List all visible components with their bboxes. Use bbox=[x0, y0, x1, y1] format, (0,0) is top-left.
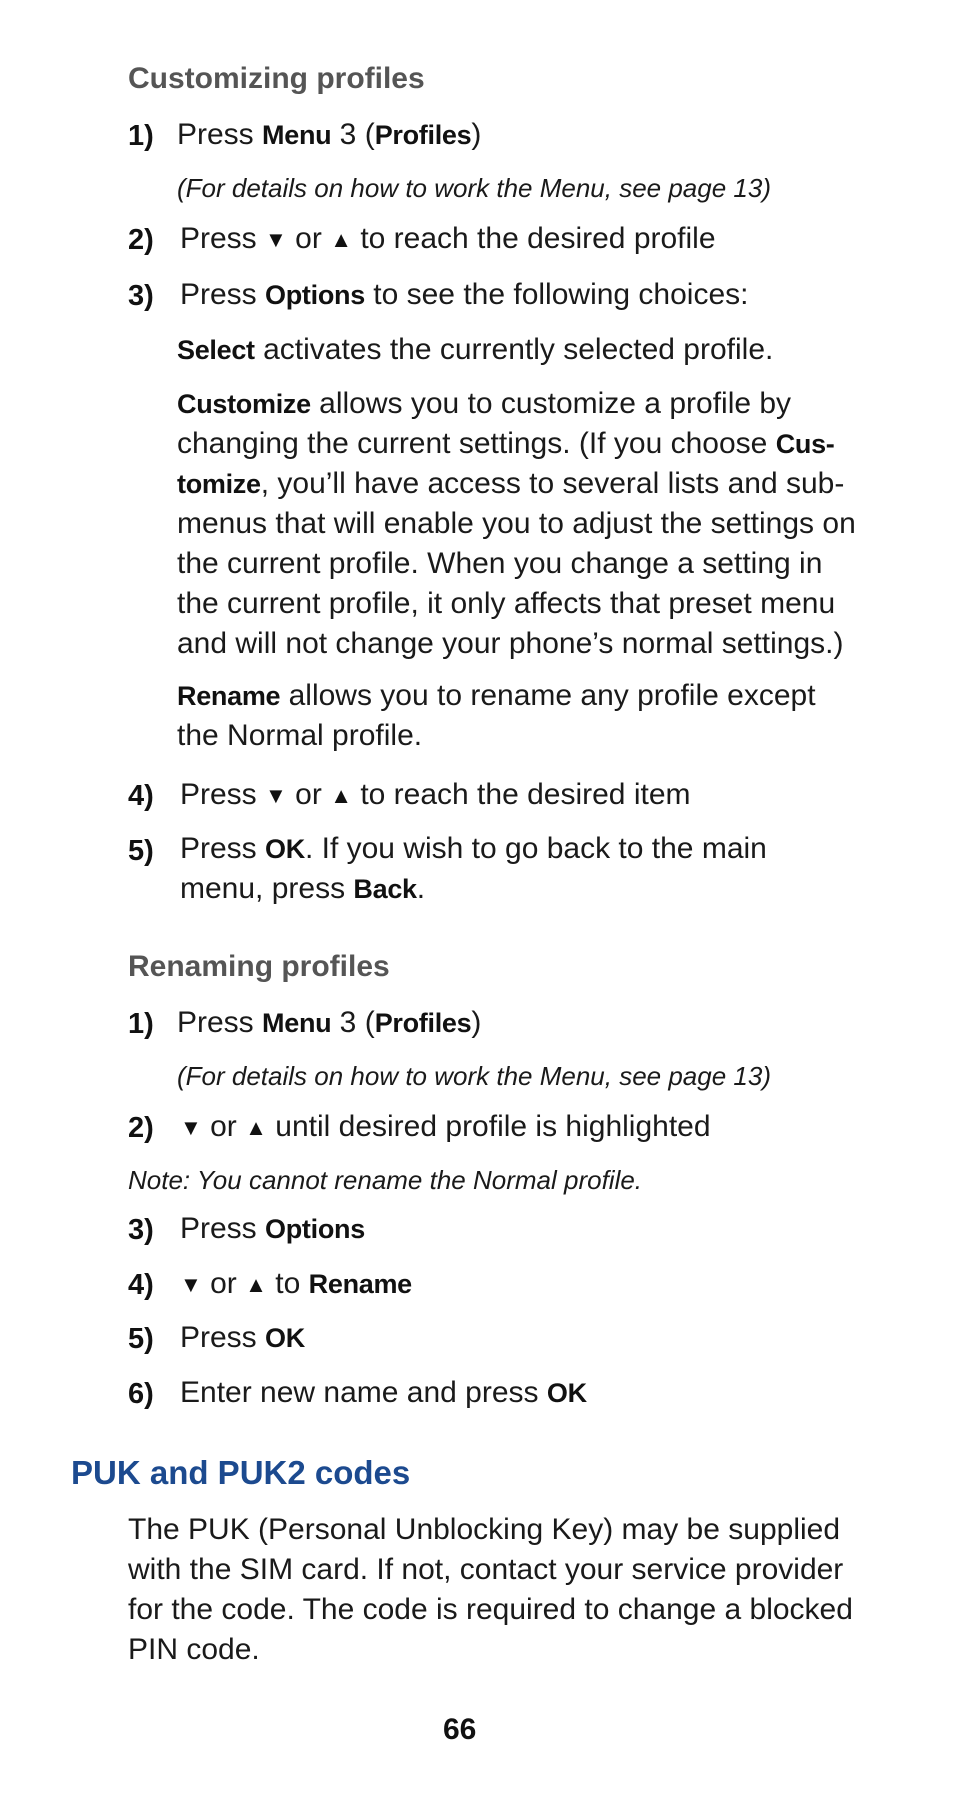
section-heading-renaming: Renaming profiles bbox=[128, 950, 390, 983]
section-heading-customizing: Customizing profiles bbox=[128, 62, 425, 95]
step-text: Enter new name and press OK bbox=[180, 1376, 587, 1409]
down-arrow-icon: ▼ bbox=[265, 783, 287, 808]
option-customize: Customize allows you to customize a profile by changing the current settings. (If you choose Cus- tomize, you’ll have access to several lists and sub- menus that will enable you to adjust the settings on the current profile. When you change a setting in the current profile, it only affects that preset menu and will not change your phone’s normal settings.) bbox=[177, 387, 856, 660]
step-number: 1) bbox=[128, 120, 154, 152]
step-text: Press Menu 3 (Profiles) bbox=[177, 1006, 482, 1039]
step-number: 4) bbox=[128, 780, 154, 812]
step-text: Press ▼ or ▲ to reach the desired item bbox=[180, 778, 691, 811]
up-arrow-icon: ▲ bbox=[245, 1115, 267, 1140]
step-text: Press ▼ or ▲ to reach the desired profile bbox=[180, 222, 716, 255]
down-arrow-icon: ▼ bbox=[180, 1272, 202, 1297]
step-text: ▼ or ▲ until desired profile is highlighted bbox=[180, 1110, 711, 1143]
option-rename: Rename allows you to rename any profile except the Normal profile. bbox=[177, 679, 816, 752]
menu-hint: (For details on how to work the Menu, see page 13) bbox=[177, 1061, 771, 1091]
menu-hint: (For details on how to work the Menu, see page 13) bbox=[177, 173, 771, 203]
up-arrow-icon: ▲ bbox=[245, 1272, 267, 1297]
up-arrow-icon: ▲ bbox=[330, 783, 352, 808]
step-text: Press Options bbox=[180, 1212, 365, 1245]
step-number: 6) bbox=[128, 1378, 154, 1410]
section-heading-puk: PUK and PUK2 codes bbox=[71, 1454, 411, 1491]
down-arrow-icon: ▼ bbox=[180, 1115, 202, 1140]
puk-paragraph: The PUK (Personal Unblocking Key) may be supplied with the SIM card. If not, contact your service provider for the code. The code is required to change a blocked PIN code. bbox=[128, 1513, 853, 1666]
step-text: Press Options to see the following choices: bbox=[180, 278, 749, 311]
step-text: Press OK bbox=[180, 1321, 305, 1354]
step-number: 2) bbox=[128, 1112, 154, 1144]
step-number: 4) bbox=[128, 1269, 154, 1301]
step-number: 1) bbox=[128, 1008, 154, 1040]
step-text: ▼ or ▲ to Rename bbox=[180, 1267, 412, 1300]
step-number: 3) bbox=[128, 280, 154, 312]
note: Note: You cannot rename the Normal profile. bbox=[128, 1165, 643, 1195]
step-text: Press OK. If you wish to go back to the main menu, press Back. bbox=[180, 832, 767, 905]
step-text: Press Menu 3 (Profiles) bbox=[177, 118, 482, 151]
option-select: Select activates the currently selected profile. bbox=[177, 333, 774, 366]
page-number: 66 bbox=[443, 1713, 477, 1746]
step-number: 2) bbox=[128, 224, 154, 256]
up-arrow-icon: ▲ bbox=[330, 227, 352, 252]
step-number: 3) bbox=[128, 1214, 154, 1246]
step-number: 5) bbox=[128, 835, 154, 867]
down-arrow-icon: ▼ bbox=[265, 227, 287, 252]
step-number: 5) bbox=[128, 1323, 154, 1355]
